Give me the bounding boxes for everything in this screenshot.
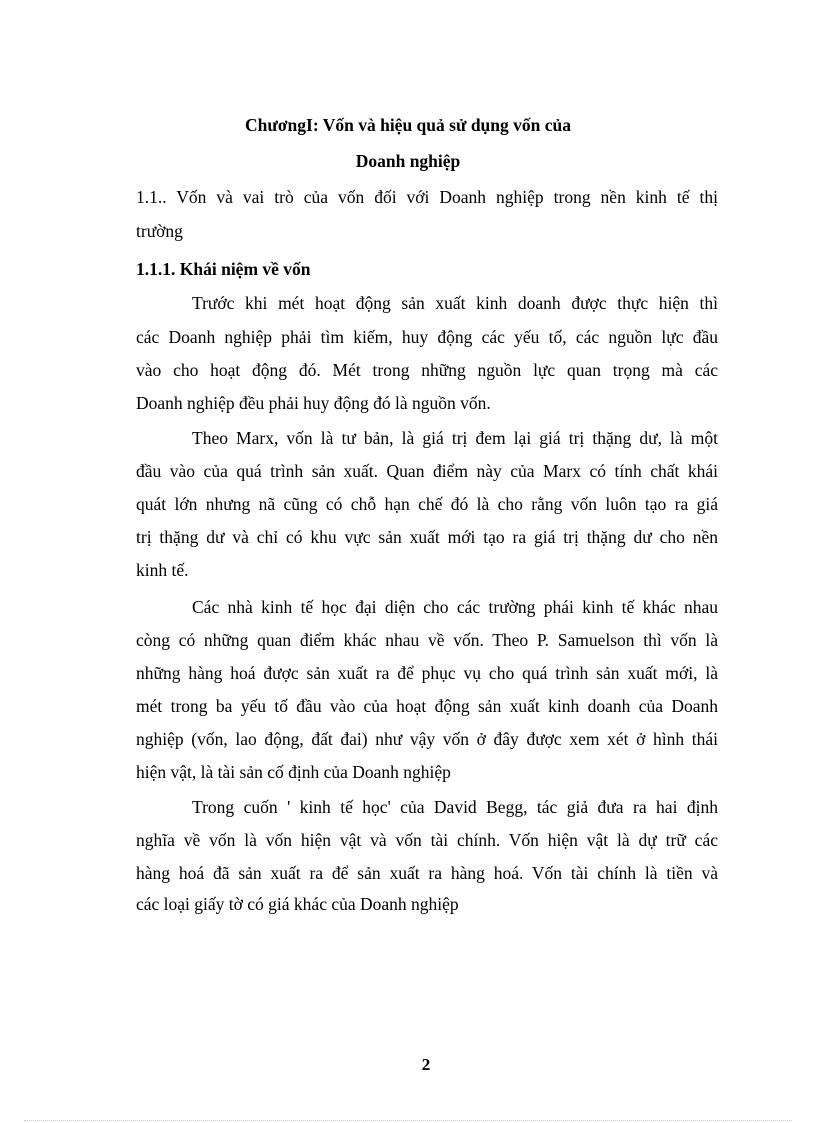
subsection-heading: 1.1.1. Khái niệm về vốn (136, 259, 311, 279)
paragraph-1-line-3: vào cho hoạt động đó. Mét trong những nguồn lực quan trọng mà các (136, 360, 718, 380)
page-number: 2 (421, 1055, 431, 1074)
page-bottom-divider (24, 1120, 792, 1121)
paragraph-4-line-3: hàng hoá đã sản xuất ra để sản xuất ra hàng hoá. Vốn tài chính là tiền và (136, 863, 718, 883)
paragraph-2-line-1: Theo Marx, vốn là tư bản, là giá trị đem lại giá trị thặng dư, là một (192, 428, 718, 448)
paragraph-4-line-1: Trong cuốn ' kinh tế học' của David Begg, tác giả đưa ra hai định (192, 797, 718, 817)
paragraph-1-line-1: Trước khi mét hoạt động sản xuất kinh doanh được thực hiện thì (192, 293, 718, 313)
paragraph-2-line-5: kinh tế. (136, 560, 189, 580)
paragraph-3-line-2: còng có những quan điểm khác nhau về vốn. Theo P. Samuelson thì vốn là (136, 630, 718, 650)
section-heading-line-2: trường (136, 221, 183, 241)
chapter-title-line-2: Doanh nghiệp (355, 151, 461, 171)
paragraph-4-line-4: các loại giấy tờ có giá khác của Doanh nghiệp (136, 894, 459, 914)
paragraph-3-line-4: mét trong ba yếu tố đầu vào của hoạt động sản xuất kinh doanh của Doanh (136, 696, 718, 716)
paragraph-4-line-2: nghĩa về vốn là vốn hiện vật và vốn tài chính. Vốn hiện vật là dự trữ các (136, 830, 718, 850)
section-heading-line-1: 1.1.. Vốn và vai trò của vốn đối với Doanh nghiệp trong nền kinh tế thị (136, 187, 718, 207)
paragraph-3-line-5: nghiệp (vốn, lao động, đất đai) như vậy vốn ở đây được xem xét ở hình thái (136, 729, 718, 749)
paragraph-3-line-6: hiện vật, là tài sản cố định của Doanh nghiệp (136, 762, 451, 782)
paragraph-3-line-3: những hàng hoá được sản xuất ra để phục vụ cho quá trình sản xuất mới, là (136, 663, 718, 683)
paragraph-2-line-3: quát lớn nhưng nã cũng có chỗ hạn chế đó là cho rằng vốn luôn tạo ra giá (136, 494, 718, 514)
paragraph-1-line-4: Doanh nghiệp đều phải huy động đó là nguồn vốn. (136, 393, 491, 413)
paragraph-2-line-4: trị thặng dư và chỉ có khu vực sản xuất mới tạo ra giá trị thặng dư cho nền (136, 527, 718, 547)
paragraph-1-line-2: các Doanh nghiệp phải tìm kiếm, huy động các yếu tố, các nguồn lực đầu (136, 327, 718, 347)
paragraph-3-line-1: Các nhà kinh tế học đại diện cho các trường phái kinh tế khác nhau (192, 597, 718, 617)
paragraph-2-line-2: đầu vào của quá trình sản xuất. Quan điểm này của Marx có tính chất khái (136, 461, 718, 481)
chapter-title-line-1: ChươngI: Vốn và hiệu quả sử dụng vốn của (244, 115, 572, 135)
